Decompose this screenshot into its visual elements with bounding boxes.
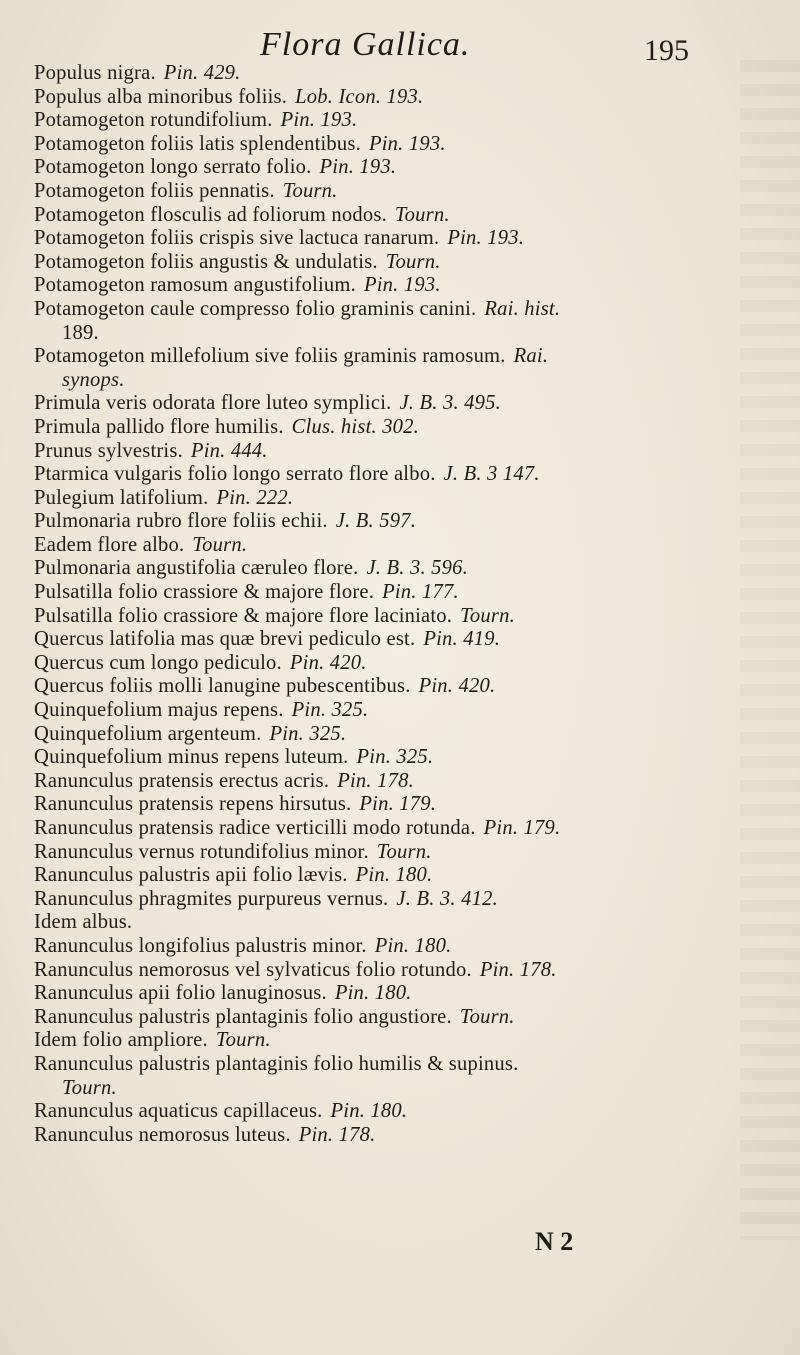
list-item — [34, 817, 724, 841]
list-item — [34, 156, 724, 180]
list-item — [34, 959, 724, 983]
list-item — [34, 227, 724, 251]
continuation: 189. — [62, 321, 99, 344]
reference: Pin. 429. — [163, 62, 241, 84]
plant-name: Potamogeton foliis crispis sive lactuca ranarum. — [34, 227, 440, 250]
reference: Pin. 325. — [269, 722, 347, 745]
reference: Tourn. — [394, 203, 450, 226]
list-item — [34, 911, 724, 935]
list-item — [34, 628, 724, 652]
reference: Pin. 193. — [280, 109, 358, 132]
list-item — [34, 1100, 724, 1124]
plant-name: Ranunculus aquaticus capillaceus. — [34, 1100, 323, 1123]
signature-mark: N 2 — [535, 1227, 574, 1256]
plant-name: Pulsatilla folio crassiore & majore flore laciniato. — [34, 604, 453, 627]
reference: Pin. 222. — [216, 486, 294, 509]
reference: Pin. 325. — [356, 746, 434, 769]
list-item — [34, 1053, 724, 1100]
plant-name: Populus alba minoribus foliis. — [34, 85, 288, 108]
reference: J. B. 3. 596. — [366, 557, 468, 580]
plant-name: Ranunculus phragmites purpureus vernus. — [34, 887, 389, 910]
plant-name: Quercus latifolia mas quæ brevi pediculo est. — [34, 628, 416, 651]
reference: Pin. 444. — [190, 439, 268, 462]
list-item — [34, 440, 724, 464]
plant-list — [34, 62, 724, 1147]
list-item — [34, 274, 724, 298]
plant-name: Potamogeton caule compresso folio graminis canini. — [34, 297, 477, 320]
plant-name: Ranunculus palustris plantaginis folio angustiore. — [34, 1005, 452, 1028]
reference: Tourn. — [376, 840, 432, 863]
plant-name: Ranunculus pratensis repens hirsutus. — [34, 793, 352, 816]
list-item — [34, 62, 724, 86]
list-item — [34, 699, 724, 723]
list-item — [34, 841, 724, 865]
plant-name: Idem folio ampliore. — [34, 1029, 208, 1052]
plant-name: Ranunculus apii folio lanuginosus. — [34, 982, 327, 1005]
reference: Pin. 193. — [363, 274, 441, 297]
list-item — [34, 770, 724, 794]
list-item — [34, 86, 724, 110]
reference: Pin. 179. — [359, 793, 437, 816]
plant-name: Populus nigra. — [34, 62, 156, 84]
reference: Pin. 193. — [447, 227, 525, 250]
plant-name: Potamogeton ramosum angustifolium. — [34, 274, 356, 297]
list-item — [34, 416, 724, 440]
list-item — [34, 935, 724, 959]
reference: Clus. hist. 302. — [291, 415, 420, 438]
reference: Pin. 193. — [368, 132, 446, 155]
plant-name: Prunus sylvestris. — [34, 439, 183, 462]
bleed-through — [740, 60, 800, 1240]
plant-name: Primula veris odorata flore luteo symplici. — [34, 392, 392, 415]
list-item — [34, 605, 724, 629]
plant-name: Ptarmica vulgaris folio longo serrato flore albo. — [34, 463, 436, 486]
list-item — [34, 204, 724, 228]
list-item — [34, 982, 724, 1006]
list-item — [34, 510, 724, 534]
list-item — [34, 251, 724, 275]
reference: J. B. 3. 495. — [399, 392, 502, 415]
plant-name: Potamogeton millefolium sive foliis graminis ramosum. — [34, 345, 506, 368]
plant-name: Potamogeton longo serrato folio. — [34, 156, 312, 179]
reference: Pin. 180. — [374, 934, 452, 957]
reference: Pin. 178. — [479, 958, 557, 981]
reference: Pin. 180. — [355, 864, 433, 887]
page-number: 195 — [644, 34, 689, 67]
reference: Pin. 178. — [298, 1123, 376, 1146]
list-item — [34, 392, 724, 416]
plant-name: Quinquefolium majus repens. — [34, 699, 284, 722]
reference: J. B. 597. — [335, 510, 417, 533]
reference: J. B. 3 147. — [443, 463, 540, 486]
plant-name: Quinquefolium argenteum. — [34, 722, 262, 745]
list-item — [34, 133, 724, 157]
reference: Rai. hist. — [484, 297, 561, 320]
plant-name: Ranunculus nemorosus luteus. — [34, 1123, 291, 1146]
list-item — [34, 581, 724, 605]
plant-name: Potamogeton foliis angustis & undulatis. — [34, 250, 378, 273]
list-item — [34, 1006, 724, 1030]
list-item — [34, 723, 724, 747]
list-item — [34, 463, 724, 487]
reference: Lob. Icon. 193. — [295, 85, 424, 108]
plant-name: Ranunculus palustris plantaginis folio humilis & supinus. — [34, 1052, 519, 1075]
reference: Pin. 419. — [423, 628, 501, 651]
list-item — [34, 109, 724, 133]
plant-name: Ranunculus longifolius palustris minor. — [34, 934, 367, 957]
list-item — [34, 180, 724, 204]
plant-name: Potamogeton foliis pennatis. — [34, 179, 275, 202]
list-item — [34, 345, 724, 392]
plant-name: Primula pallido flore humilis. — [34, 415, 284, 438]
reference: Pin. 420. — [418, 675, 496, 698]
plant-name: Ranunculus pratensis erectus acris. — [34, 769, 330, 792]
plant-name: Quinquefolium minus repens luteum. — [34, 746, 349, 769]
plant-name: Idem albus. — [34, 911, 133, 934]
list-item — [34, 1029, 724, 1053]
continuation: Tourn. — [62, 1076, 117, 1099]
plant-name: Potamogeton flosculis ad foliorum nodos. — [34, 203, 387, 226]
plant-name: Quercus cum longo pediculo. — [34, 651, 282, 674]
reference: Rai. — [513, 345, 549, 368]
list-item — [34, 298, 724, 345]
reference: Tourn. — [192, 533, 248, 556]
list-item — [34, 864, 724, 888]
list-item — [34, 793, 724, 817]
list-item — [34, 888, 724, 912]
list-item — [34, 487, 724, 511]
continuation: synops. — [62, 368, 125, 391]
plant-name: Pulmonaria rubro flore foliis echii. — [34, 510, 328, 533]
list-item — [34, 652, 724, 676]
reference: J. B. 3. 412. — [396, 887, 498, 910]
list-item — [34, 534, 724, 558]
plant-name: Pulmonaria angustifolia cæruleo flore. — [34, 557, 359, 580]
list-item — [34, 557, 724, 581]
reference: Pin. 179. — [483, 817, 561, 839]
list-item — [34, 1124, 724, 1148]
plant-name: Pulsatilla folio crassiore & majore flore. — [34, 581, 375, 604]
reference: Pin. 180. — [334, 982, 412, 1005]
reference: Pin. 177. — [382, 581, 459, 604]
plant-name: Ranunculus nemorosus vel sylvaticus folio rotundo. — [34, 958, 472, 981]
plant-name: Eadem flore albo. — [34, 533, 185, 556]
plant-name: Potamogeton rotundifolium. — [34, 109, 273, 132]
plant-name: Potamogeton foliis latis splendentibus. — [34, 132, 361, 155]
reference: Pin. 325. — [291, 699, 369, 722]
plant-name: Ranunculus vernus rotundifolius minor. — [34, 840, 369, 863]
running-head: Flora Gallica. — [260, 26, 471, 63]
plant-name: Ranunculus palustris apii folio lævis. — [34, 864, 348, 887]
plant-name: Ranunculus pratensis radice verticilli modo rotunda. — [34, 817, 476, 839]
list-item — [34, 675, 724, 699]
reference: Pin. 193. — [319, 156, 397, 179]
reference: Tourn. — [282, 179, 338, 202]
reference: Tourn. — [459, 1005, 515, 1028]
reference: Tourn. — [215, 1029, 271, 1052]
reference: Tourn. — [385, 250, 441, 273]
reference: Pin. 420. — [289, 651, 367, 674]
reference: Pin. 178. — [337, 769, 414, 792]
reference: Pin. 180. — [330, 1100, 408, 1123]
list-item — [34, 746, 724, 770]
plant-name: Pulegium latifolium. — [34, 486, 209, 509]
plant-name: Quercus foliis molli lanugine pubescentibus. — [34, 675, 411, 698]
reference: Tourn. — [460, 604, 515, 627]
